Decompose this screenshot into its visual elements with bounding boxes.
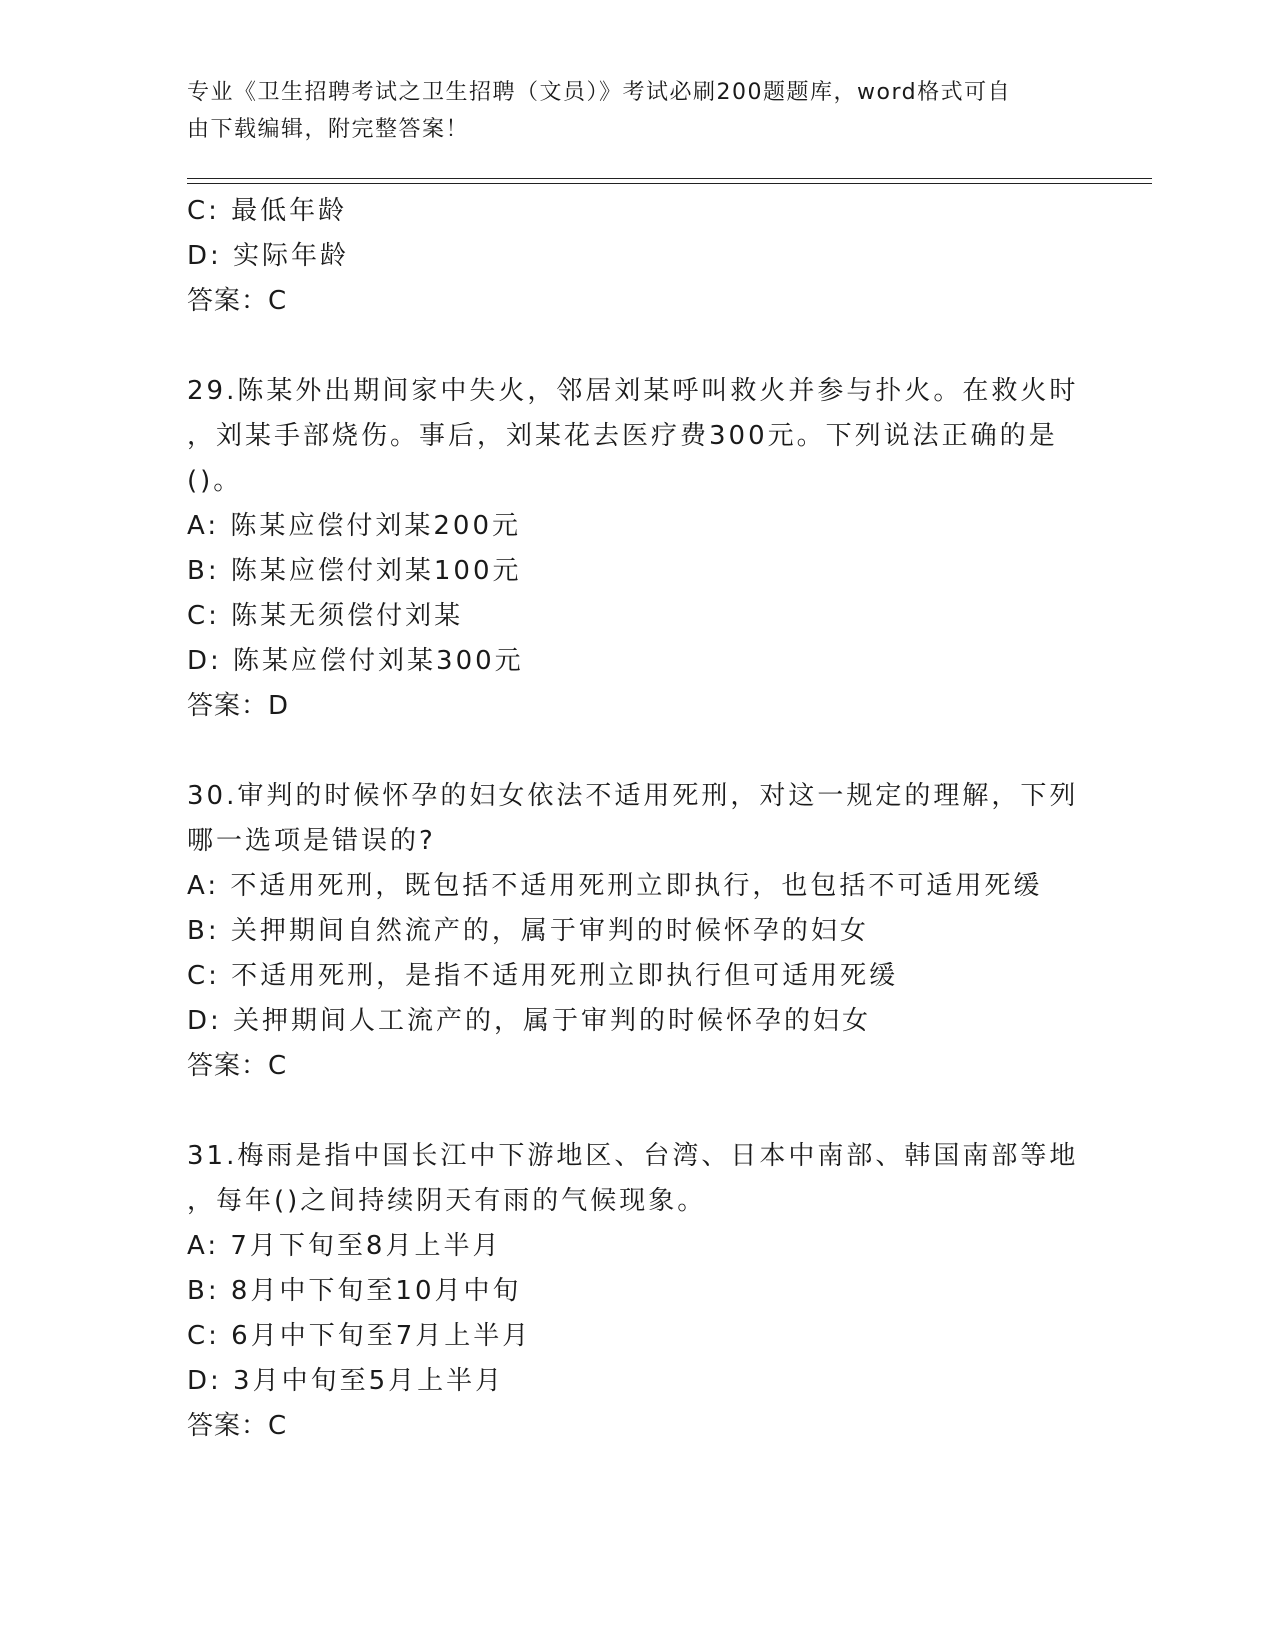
question-30-stem-line-1: 30.审判的时候怀孕的妇女依法不适用死刑，对这一规定的理解，下列 <box>187 781 1079 811</box>
document-header <box>187 74 1087 148</box>
question-31-stem-line-1: 31.梅雨是指中国长江中下游地区、台湾、日本中南部、韩国南部等地 <box>187 1141 1079 1171</box>
question-29-answer: 答案：D <box>187 691 290 721</box>
question-31-option-a: A: 7月下旬至8月上半月 <box>187 1231 502 1261</box>
question-29-option-b: B: 陈某应偿付刘某100元 <box>187 556 522 586</box>
question-30-option-d: D: 关押期间人工流产的，属于审判的时候怀孕的妇女 <box>187 1006 872 1036</box>
prev-option-d: D: 实际年龄 <box>187 241 350 271</box>
question-29-option-a: A: 陈某应偿付刘某200元 <box>187 511 521 541</box>
prev-answer: 答案：C <box>187 286 288 316</box>
question-31-option-d: D: 3月中旬至5月上半月 <box>187 1366 505 1396</box>
header-line-2: 由下载编辑，附完整答案！ <box>187 117 470 142</box>
header-line-1: 专业《卫生招聘考试之卫生招聘（文员）》考试必刷200题题库，word格式可自 <box>187 80 1012 105</box>
question-30-option-a: A: 不适用死刑，既包括不适用死刑立即执行，也包括不可适用死缓 <box>187 871 1043 901</box>
question-31-stem-line-2: ，每年()之间持续阴天有雨的气候现象。 <box>187 1186 707 1216</box>
question-29-stem-line-3: ()。 <box>187 466 243 496</box>
question-30-answer: 答案：C <box>187 1051 288 1081</box>
question-30-option-b: B: 关押期间自然流产的，属于审判的时候怀孕的妇女 <box>187 916 869 946</box>
question-29-option-d: D: 陈某应偿付刘某300元 <box>187 646 524 676</box>
header-divider-top <box>187 178 1152 179</box>
question-31-answer: 答案：C <box>187 1411 288 1441</box>
question-29-stem-line-2: ，刘某手部烧伤。事后，刘某花去医疗费300元。下列说法正确的是 <box>187 421 1058 451</box>
question-31-option-b: B: 8月中下旬至10月中旬 <box>187 1276 522 1306</box>
question-30-option-c: C: 不适用死刑，是指不适用死刑立即执行但可适用死缓 <box>187 961 899 991</box>
prev-option-c: C: 最低年龄 <box>187 196 348 226</box>
question-31-option-c: C: 6月中下旬至7月上半月 <box>187 1321 532 1351</box>
header-divider-bottom <box>187 183 1152 184</box>
question-29-stem-line-1: 29.陈某外出期间家中失火，邻居刘某呼叫救火并参与扑火。在救火时 <box>187 376 1079 406</box>
question-29-option-c: C: 陈某无须偿付刘某 <box>187 601 464 631</box>
question-30-stem-line-2: 哪一选项是错误的? <box>187 826 436 856</box>
